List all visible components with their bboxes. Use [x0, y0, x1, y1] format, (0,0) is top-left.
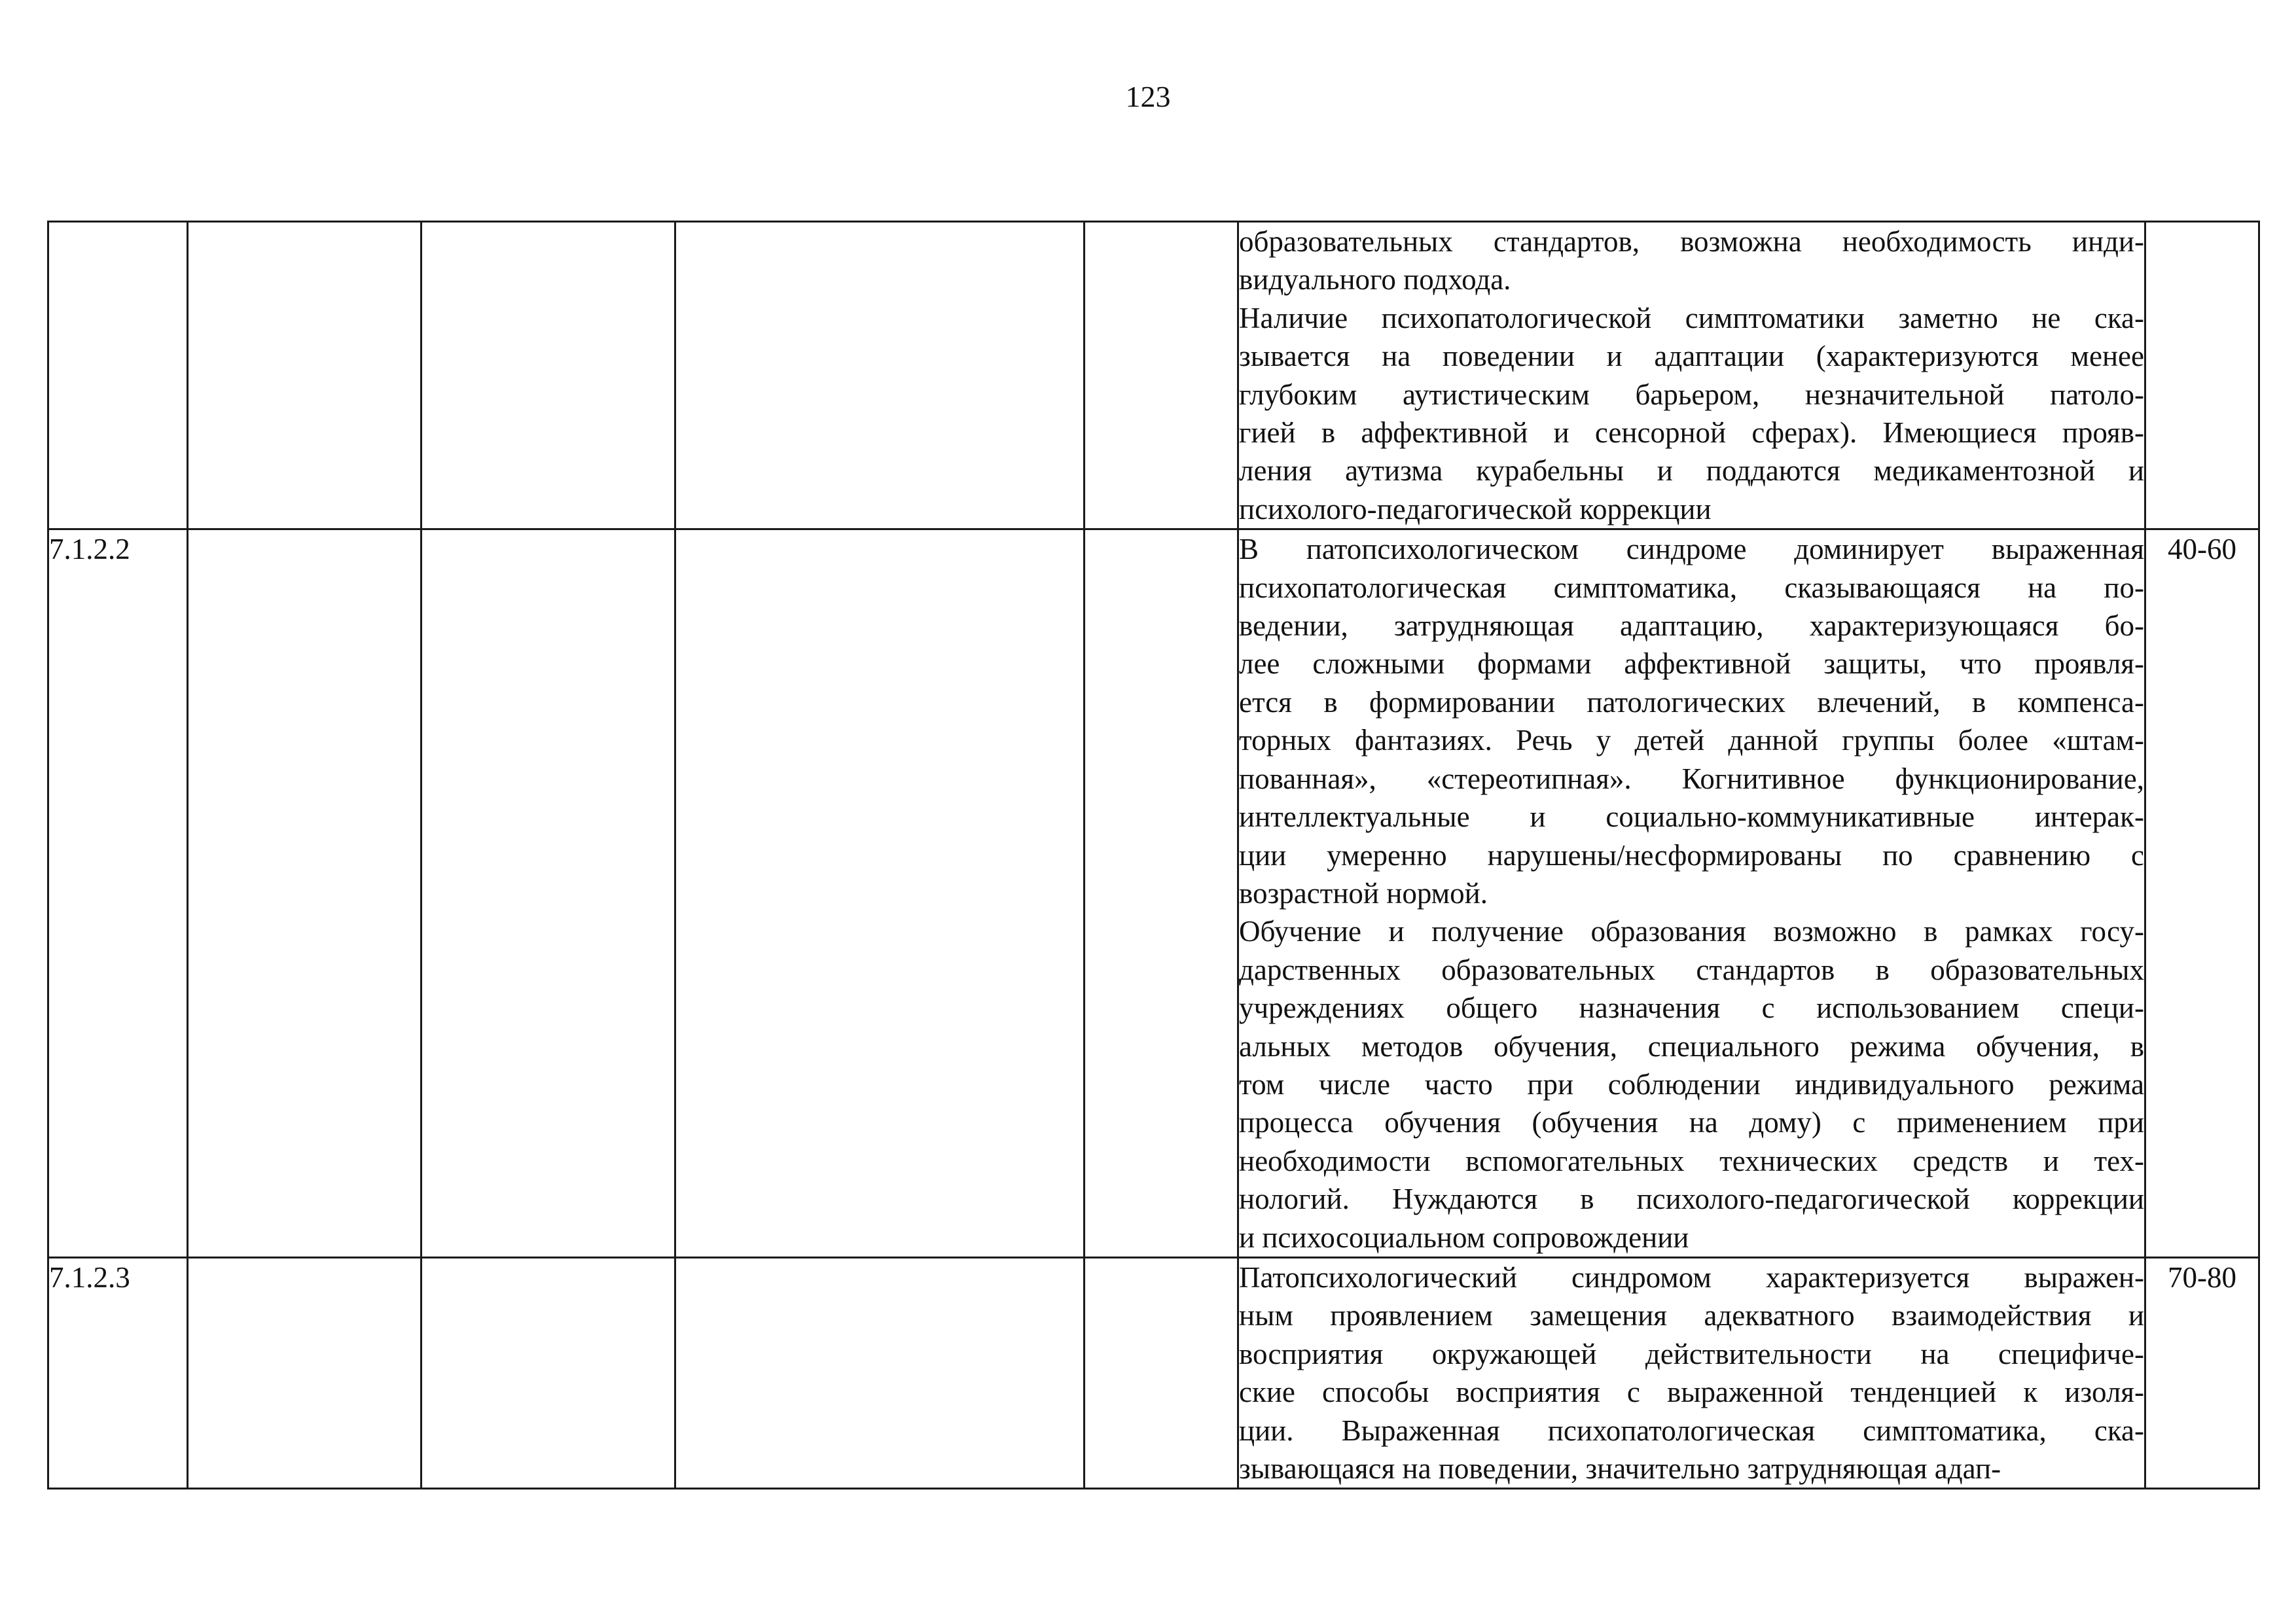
- description-paragraph: [1239, 299, 2144, 528]
- text-line: интеллектуальные и социально-коммуникативные интерак-: [1239, 800, 2144, 834]
- text-line: пованная», «стереотипная». Когнитивное функционирование,: [1239, 762, 2144, 795]
- table-row: [48, 529, 2259, 1258]
- description-paragraph: [1239, 912, 2144, 1257]
- text-line: торных фантазиях. Речь у детей данной группы более «штам-: [1239, 724, 2144, 757]
- text-line: альных методов обучения, специального режима обучения, в: [1239, 1029, 2144, 1063]
- text-line: ские способы восприятия с выраженной тенденцией к изоля-: [1239, 1376, 2144, 1409]
- text-line: образовательных стандартов, возможна необходимость инди-: [1239, 225, 2144, 258]
- text-line: ции. Выраженная психопатологическая симптоматика, ска-: [1239, 1414, 2144, 1447]
- description-cell: [1238, 529, 2145, 1258]
- text-line: гией в аффективной и сенсорной сферах). Имеющиеся прояв-: [1239, 416, 2144, 450]
- text-line: лее сложными формами аффективной защиты, что проявля-: [1239, 647, 2144, 681]
- text-line: психолого-педагогической коррекции: [1239, 492, 1712, 526]
- text-line: и психосоциальном сопровождении: [1239, 1221, 1689, 1254]
- empty-cell: [188, 1257, 422, 1488]
- empty-cell: [1085, 1257, 1238, 1488]
- empty-cell: [675, 529, 1085, 1258]
- empty-cell: [1085, 222, 1238, 529]
- empty-cell: [188, 222, 422, 529]
- empty-cell: [422, 1257, 675, 1488]
- text-line: Наличие психопатологической симптоматики заметно не ска-: [1239, 301, 2144, 334]
- row-code: 7.1.2.3: [48, 1257, 188, 1488]
- description-paragraph: [1239, 223, 2144, 299]
- empty-cell: [422, 529, 675, 1258]
- empty-cell: [1085, 529, 1238, 1258]
- text-line: ления аутизма курабельны и поддаются медикаментозной и: [1239, 454, 2144, 488]
- percent-range: 70-80: [2145, 1257, 2259, 1488]
- text-line: ным проявлением замещения адекватного взаимодействия и: [1239, 1299, 2144, 1332]
- text-line: видуального подхода.: [1239, 263, 1511, 296]
- text-line: восприятия окружающей действительности на специфиче-: [1239, 1337, 2144, 1370]
- percent-range: 40-60: [2145, 529, 2259, 1258]
- text-line: ции умеренно нарушены/несформированы по сравнению с: [1239, 838, 2144, 872]
- text-line: ведении, затрудняющая адаптацию, характеризующаяся бо-: [1239, 609, 2144, 643]
- text-line: необходимости вспомогательных технических средств и тех-: [1239, 1144, 2144, 1177]
- row-code: 7.1.2.2: [48, 529, 188, 1258]
- text-line: Обучение и получение образования возможно в рамках госу-: [1239, 915, 2144, 948]
- text-line: возрастной нормой.: [1239, 876, 1488, 910]
- empty-cell: [675, 222, 1085, 529]
- description-paragraph: [1239, 1258, 2144, 1488]
- text-line: В патопсихологическом синдроме доминирует выраженная: [1239, 533, 2144, 566]
- empty-cell: [188, 529, 422, 1258]
- text-line: Патопсихологический синдромом характеризуется выражен-: [1239, 1260, 2144, 1294]
- empty-cell: [422, 222, 675, 529]
- text-line: ется в формировании патологических влечений, в компенса-: [1239, 685, 2144, 719]
- criteria-table: [47, 221, 2260, 1489]
- description-paragraph: [1239, 530, 2144, 912]
- text-line: зывающаяся на поведении, значительно затрудняющая адап-: [1239, 1452, 2001, 1485]
- text-line: том числе часто при соблюдении индивидуального режима: [1239, 1067, 2144, 1101]
- text-line: глубоким аутистическим барьером, незначительной патоло-: [1239, 378, 2144, 411]
- table-row: [48, 1257, 2259, 1488]
- percent-range: [2145, 222, 2259, 529]
- text-line: учреждениях общего назначения с использованием специ-: [1239, 991, 2144, 1025]
- table-row: [48, 222, 2259, 529]
- row-code: [48, 222, 188, 529]
- text-line: процесса обучения (обучения на дому) с применением при: [1239, 1106, 2144, 1139]
- text-line: нологий. Нуждаются в психолого-педагогической коррекции: [1239, 1183, 2144, 1216]
- description-cell: [1238, 1257, 2145, 1488]
- page-number: 123: [1125, 80, 1171, 113]
- text-line: дарственных образовательных стандартов в образовательных: [1239, 953, 2144, 986]
- empty-cell: [675, 1257, 1085, 1488]
- text-line: зывается на поведении и адаптации (характеризуются менее: [1239, 340, 2144, 373]
- text-line: психопатологическая симптоматика, сказывающаяся на по-: [1239, 571, 2144, 604]
- description-cell: [1238, 222, 2145, 529]
